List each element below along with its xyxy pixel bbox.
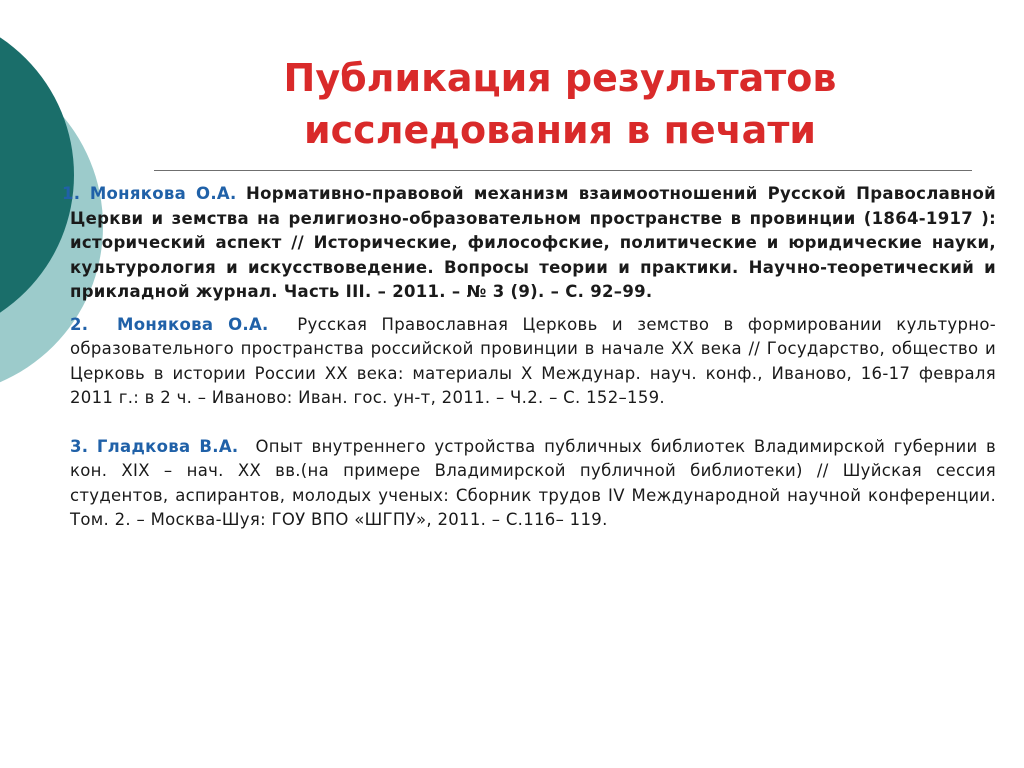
title-divider bbox=[154, 170, 972, 171]
reference-number: 3. bbox=[70, 436, 89, 456]
reference-author: Монякова О.А. bbox=[117, 314, 269, 334]
reference-author: Монякова О.А. bbox=[89, 184, 237, 203]
reference-number: 1. bbox=[62, 184, 81, 203]
reference-number: 2. bbox=[70, 314, 89, 334]
reference-item-3 bbox=[70, 435, 996, 533]
reference-item-2 bbox=[70, 313, 996, 411]
reference-item-1 bbox=[62, 182, 996, 305]
reference-author: Гладкова В.А. bbox=[96, 436, 239, 456]
slide-title bbox=[230, 52, 890, 156]
reference-text: Русская Православная Церковь и земство в формировании культурно-образовательного пространства российской провинции в начале XX века // Государство, общество и Церковь в истории России XX века: материалы X Междунар. науч. конф., Иваново, 16-17 февраля 2011 г.: в 2 ч. – Иваново: Иван. гос. ун-т, 2011. – Ч.2. – С. 152–159. bbox=[70, 314, 996, 407]
reference-text: Опыт внутреннего устройства публичных библиотек Владимирской губернии в кон. XIX – нач. XX вв.(на примере Владимирской публичной библиотеки) // Шуйская сессия студентов, аспирантов, молодых ученых: Сборник трудов IV Международной научной конференции. Том. 2. – Москва-Шуя: ГОУ ВПО «ШГПУ», 2011. – С.116– 119. bbox=[70, 436, 996, 529]
reference-list bbox=[62, 182, 996, 533]
reference-text: Нормативно-правовой механизм взаимоотношений Русской Православной Церкви и земства на религиозно-образовательном пространстве в провинции (1864-1917 ): исторический аспект // Исторические, философские, политические и юридические науки, культурология и искусствоведение. Вопросы теории и практики. Научно-теоретический и прикладной журнал. Часть III. – 2011. – № 3 (9). – С. 92–99. bbox=[70, 184, 996, 301]
slide-title-line-2: исследования в печати bbox=[304, 108, 816, 152]
slide-title-line-1: Публикация результатов bbox=[283, 56, 837, 100]
